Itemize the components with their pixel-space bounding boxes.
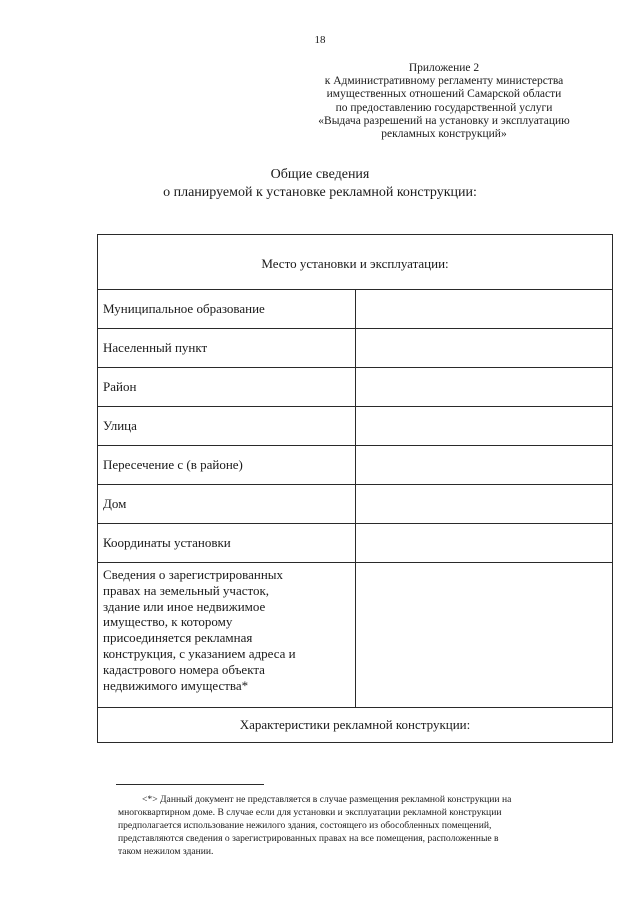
appendix-line: рекламных конструкций» bbox=[381, 128, 507, 141]
page-number: 18 bbox=[314, 34, 326, 46]
footnote-line: многоквартирном доме. В случае если для установки и эксплуатации рекламной конструкции bbox=[118, 807, 502, 818]
row-label-intersection: Пересечение с (в районе) bbox=[98, 446, 356, 485]
rights-label-line: здание или иное недвижимое bbox=[103, 598, 266, 614]
table-row bbox=[98, 446, 613, 485]
footnote-line: <*> Данный документ не представляется в случае размещения рекламной конструкции на bbox=[142, 794, 512, 805]
appendix-line: «Выдача разрешений на установку и эксплуатацию bbox=[318, 114, 570, 127]
appendix-heading bbox=[288, 62, 600, 141]
rights-label-line: конструкция, с указанием адреса и bbox=[103, 645, 296, 661]
rights-label-line: присоединяется рекламная bbox=[103, 630, 253, 646]
row-label-registered-rights bbox=[98, 563, 356, 708]
row-label-street: Улица bbox=[98, 407, 356, 446]
table-row bbox=[98, 329, 613, 368]
district-value-cell[interactable] bbox=[355, 368, 613, 407]
footnote bbox=[118, 793, 610, 858]
settlement-value-cell[interactable] bbox=[355, 329, 613, 368]
table-row bbox=[98, 290, 613, 329]
title-line: о планируемой к установке рекламной конструкции: bbox=[163, 185, 477, 200]
footnote-line: предполагается использование нежилого здания, состоящего из обособленных помещений, bbox=[118, 820, 492, 831]
registered-rights-value-cell[interactable] bbox=[355, 563, 613, 708]
rights-label-line: имущество, к которому bbox=[103, 614, 233, 630]
footnote-line: представляются сведения о зарегистрированных правах на все помещения, расположенные в bbox=[118, 833, 499, 844]
row-label-coordinates: Координаты установки bbox=[98, 524, 356, 563]
table-row bbox=[98, 368, 613, 407]
street-value-cell[interactable] bbox=[355, 407, 613, 446]
rights-label-line: Сведения о зарегистрированных bbox=[103, 567, 284, 582]
municipality-value-cell[interactable] bbox=[355, 290, 613, 329]
title-line: Общие сведения bbox=[270, 167, 370, 182]
table-row bbox=[98, 563, 613, 708]
installation-info-table bbox=[97, 234, 613, 743]
footnote-divider bbox=[116, 784, 264, 785]
row-label-settlement: Населенный пункт bbox=[98, 329, 356, 368]
table-row bbox=[98, 485, 613, 524]
rights-label-line: недвижимого имущества* bbox=[103, 677, 249, 693]
appendix-line: к Административному регламенту министерства bbox=[324, 75, 564, 88]
table-row bbox=[98, 407, 613, 446]
rights-label-line: правах на земельный участок, bbox=[103, 582, 270, 598]
row-label-house: Дом bbox=[98, 485, 356, 524]
row-label-district: Район bbox=[98, 368, 356, 407]
document-title bbox=[0, 166, 640, 202]
footnote-line: таком нежилом здании. bbox=[118, 846, 214, 857]
table-row bbox=[98, 524, 613, 563]
intersection-value-cell[interactable] bbox=[355, 446, 613, 485]
appendix-line: имущественных отношений Самарской области bbox=[326, 88, 562, 101]
coordinates-value-cell[interactable] bbox=[355, 524, 613, 563]
house-value-cell[interactable] bbox=[355, 485, 613, 524]
section-header-location: Место установки и эксплуатации: bbox=[98, 235, 613, 290]
appendix-line: Приложение 2 bbox=[408, 62, 480, 74]
row-label-municipality: Муниципальное образование bbox=[98, 290, 356, 329]
appendix-line: по предоставлению государственной услуги bbox=[335, 101, 553, 114]
section-header-characteristics: Характеристики рекламной конструкции: bbox=[98, 708, 613, 743]
rights-label-line: кадастрового номера объекта bbox=[103, 661, 265, 677]
